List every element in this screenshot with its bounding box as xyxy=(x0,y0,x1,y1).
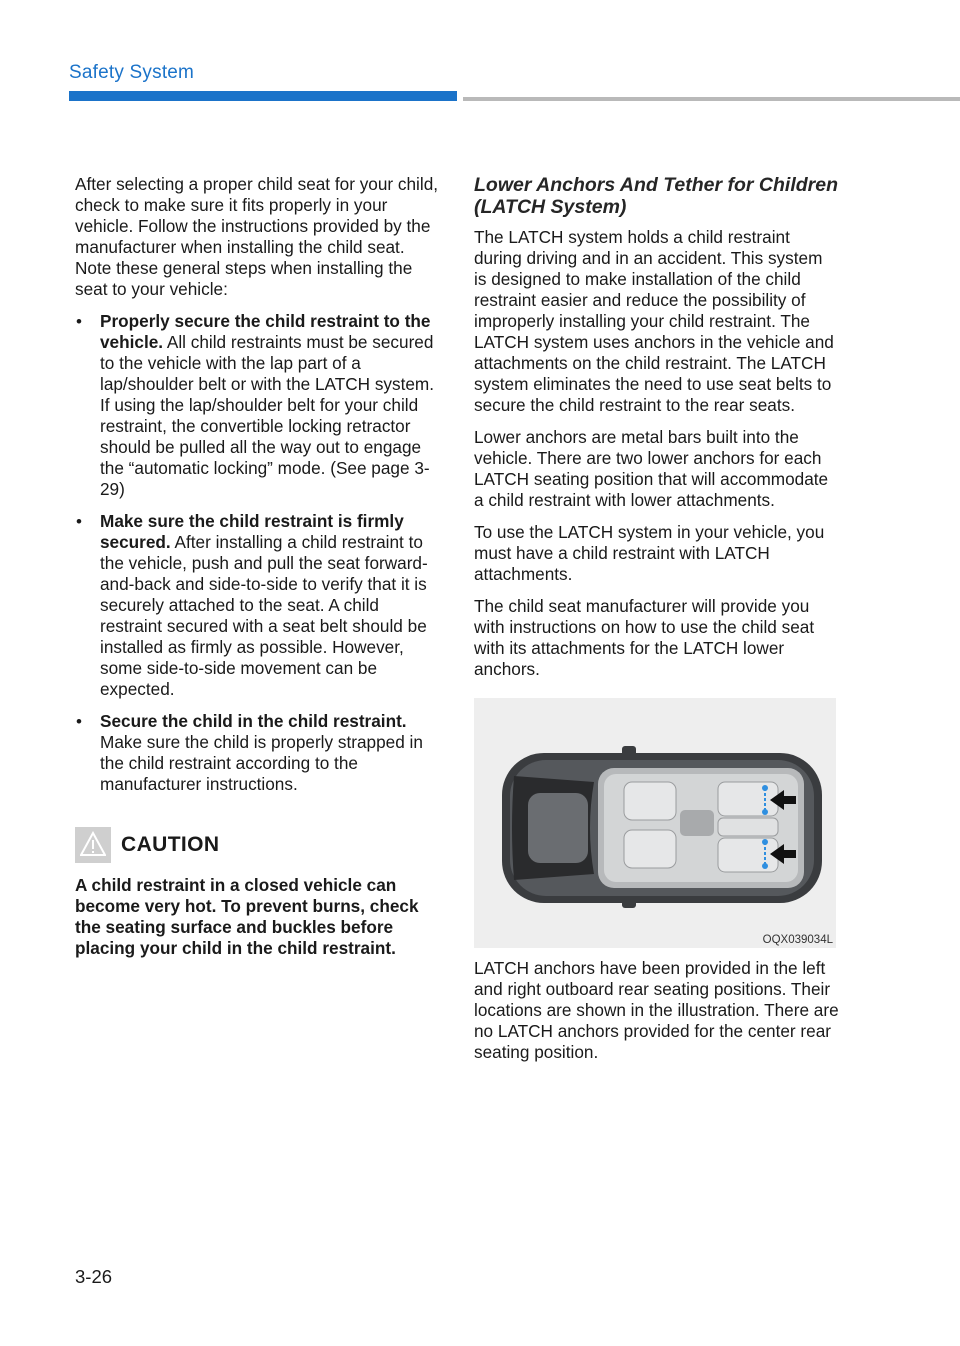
bullet-icon: • xyxy=(76,512,82,531)
step-title: Properly secure the child restraint to the vehicle. xyxy=(100,311,431,352)
caution-label: CAUTION xyxy=(121,833,220,856)
vehicle-top-view-image xyxy=(474,698,836,948)
latch-illustration xyxy=(474,698,836,948)
step-title: Make sure the child restraint is firmly secured. xyxy=(100,511,404,552)
list-item xyxy=(75,511,440,700)
caution-text: A child restraint in a closed vehicle can become very hot. To prevent burns, check the seating surface and buckles before placing your child in the child restraint. xyxy=(75,875,419,958)
step-text: Make sure the child is properly strapped in the child restraint according to the manufacturer instructions. xyxy=(100,732,423,794)
step-title: Secure the child in the child restraint. xyxy=(100,711,407,731)
warning-triangle-icon xyxy=(75,827,111,863)
section-title: Safety System xyxy=(69,62,195,83)
list-item xyxy=(75,311,440,500)
bullet-icon: • xyxy=(76,312,82,331)
latch-paragraph: The LATCH system holds a child restraint during driving and in an accident. This system is designed to make installation of the child restraint easier and reduce the possibility of improperly installing your child restraint. The LATCH system uses anchors in the vehicle and attachments on the child restraint. The LATCH system eliminates the need to use seat belts to secure the child restraint to the rear seats. xyxy=(474,227,834,415)
latch-paragraph: Lower anchors are metal bars built into the vehicle. There are two lower anchors for each LATCH seating position that will accommodate a child restraint with lower attachments. xyxy=(474,427,829,510)
latch-paragraph: The child seat manufacturer will provide you with instructions on how to use the child seat with its attachments for the LATCH lower anchors. xyxy=(474,596,815,679)
install-steps-list xyxy=(75,311,440,795)
intro-paragraph: After selecting a proper child seat for your child, check to make sure it fits properly in your vehicle. Follow the instructions provided by the manufacturer when installing the child seat. Note these general steps when installing the seat to your vehicle: xyxy=(75,174,439,299)
latch-paragraph: To use the LATCH system in your vehicle, you must have a child restraint with LATCH attachments. xyxy=(474,522,825,584)
left-column xyxy=(75,174,440,959)
step-text: After installing a child restraint to the vehicle, push and pull the seat forward-and-back and side-to-side to verify that it is securely attached to the seat. A child restraint secured with a seat belt should be installed as firmly as possible. However, some side-to-side movement can be expected. xyxy=(100,532,428,699)
latch-note-paragraph: LATCH anchors have been provided in the left and right outboard rear seating positions. Their locations are shown in the illustration. There are no LATCH anchors provided for the center rear seating position. xyxy=(474,958,839,1062)
bullet-icon: • xyxy=(76,712,82,731)
list-item xyxy=(75,711,440,795)
right-column xyxy=(474,174,839,1074)
figure-code: OQX039034L xyxy=(762,934,833,946)
header-rule-grey xyxy=(463,97,960,101)
page-number: 3-26 xyxy=(75,1266,113,1287)
caution-header xyxy=(75,827,440,863)
latch-heading: Lower Anchors And Tether for Children (LATCH System) xyxy=(474,174,839,218)
header-rule-blue xyxy=(69,91,457,101)
step-text: All child restraints must be secured to the vehicle with the lap part of a lap/shoulder belt or with the LATCH system. If using the lap/shoulder belt for your child restraint, the convertible locking retractor should be pulled all the way out to engage the “automatic locking” mode. (See page 3-29) xyxy=(100,332,435,499)
